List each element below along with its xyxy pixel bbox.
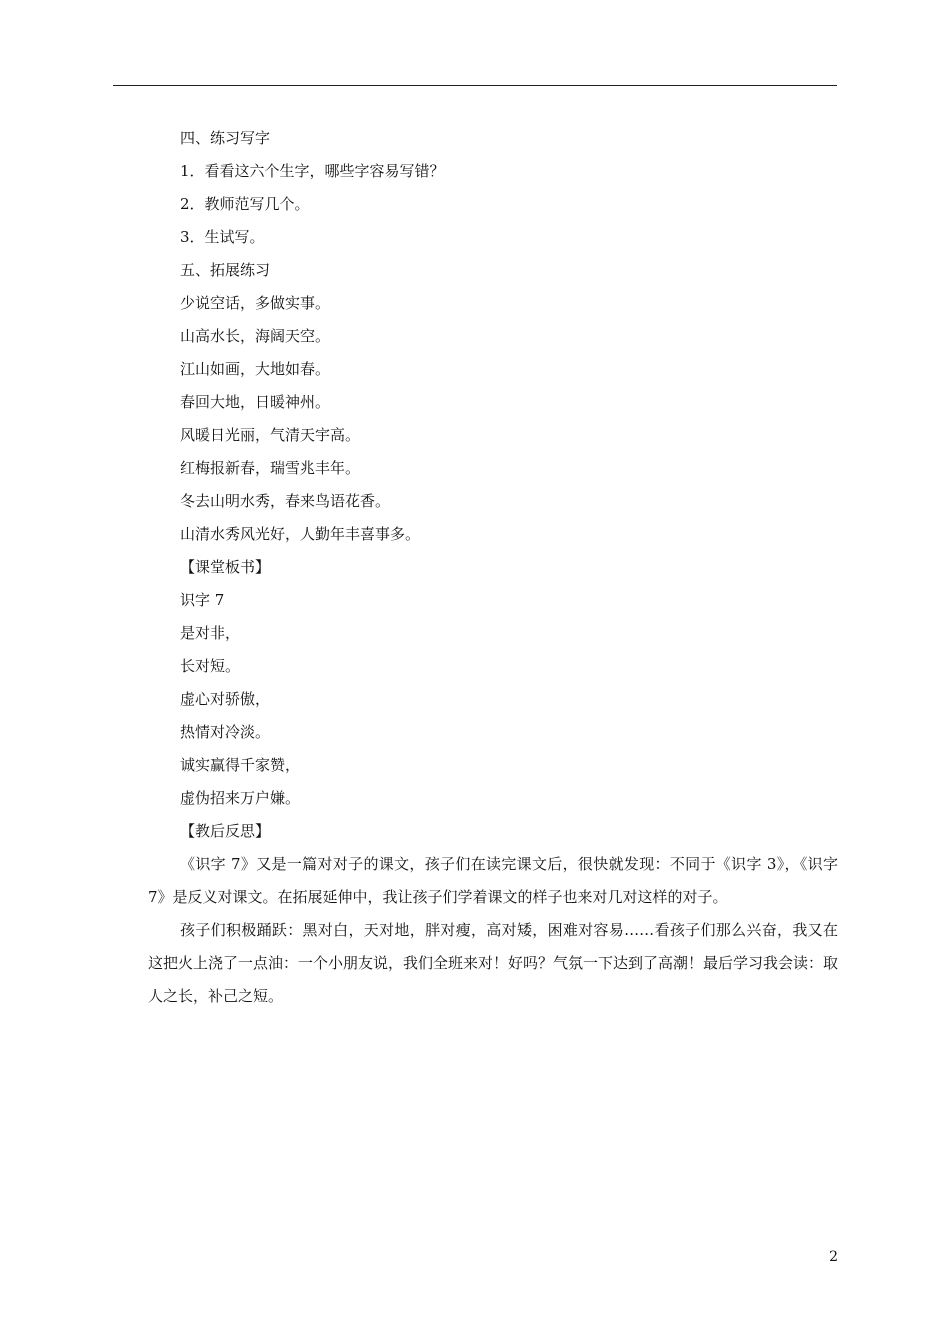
couplet-line: 少说空话，多做实事。 bbox=[180, 294, 331, 312]
page-number: 2 bbox=[829, 1249, 838, 1265]
blackboard-line: 是对非， bbox=[180, 624, 241, 642]
blackboard-line: 热情对冷淡。 bbox=[180, 723, 271, 741]
section-heading-extension-practice: 五、拓展练习 bbox=[180, 261, 271, 279]
couplet-line: 冬去山明水秀，春来鸟语花香。 bbox=[180, 492, 391, 510]
reflection-paragraph: 《识字 7》又是一篇对对子的课文，孩子们在读完课文后，很快就发现：不同于《识字 3》，《识字 7》是反义对课文。在拓展延伸中，我让孩子们学着课文的样子也来对几对这样的对子。 bbox=[148, 855, 838, 906]
section-heading-blackboard: 【课堂板书】 bbox=[180, 558, 271, 576]
couplet-line: 红梅报新春，瑞雪兆丰年。 bbox=[180, 459, 361, 477]
blackboard-line: 长对短。 bbox=[180, 657, 241, 675]
section-heading-reflection: 【教后反思】 bbox=[180, 822, 271, 840]
couplet-line: 山高水长，海阔天空。 bbox=[180, 327, 331, 345]
couplet-line: 山清水秀风光好，人勤年丰喜事多。 bbox=[180, 525, 421, 543]
section-heading-practice-writing: 四、练习写字 bbox=[180, 129, 271, 147]
header-rule bbox=[113, 85, 837, 86]
text-line: 2．教师范写几个。 bbox=[180, 195, 310, 213]
couplet-line: 风暖日光丽，气清天宇高。 bbox=[180, 426, 361, 444]
couplet-line: 江山如画，大地如春。 bbox=[180, 360, 331, 378]
page-content bbox=[148, 122, 838, 1013]
text-line: 1．看看这六个生字，哪些字容易写错？ bbox=[180, 162, 445, 180]
blackboard-line: 虚心对骄傲， bbox=[180, 690, 271, 708]
reflection-paragraph: 孩子们积极踊跃：黑对白，天对地，胖对瘦，高对矮，困难对容易……看孩子们那么兴奋，我又在这把火上浇了一点油：一个小朋友说，我们全班来对！好吗？气氛一下达到了高潮！最后学习我会读：取人之长，补己之短。 bbox=[148, 921, 839, 1005]
blackboard-title: 识字 7 bbox=[180, 591, 225, 609]
blackboard-line: 诚实赢得千家赞， bbox=[180, 756, 301, 774]
blackboard-line: 虚伪招来万户嫌。 bbox=[180, 789, 301, 807]
couplet-line: 春回大地，日暖神州。 bbox=[180, 393, 331, 411]
text-line: 3．生试写。 bbox=[180, 228, 265, 246]
